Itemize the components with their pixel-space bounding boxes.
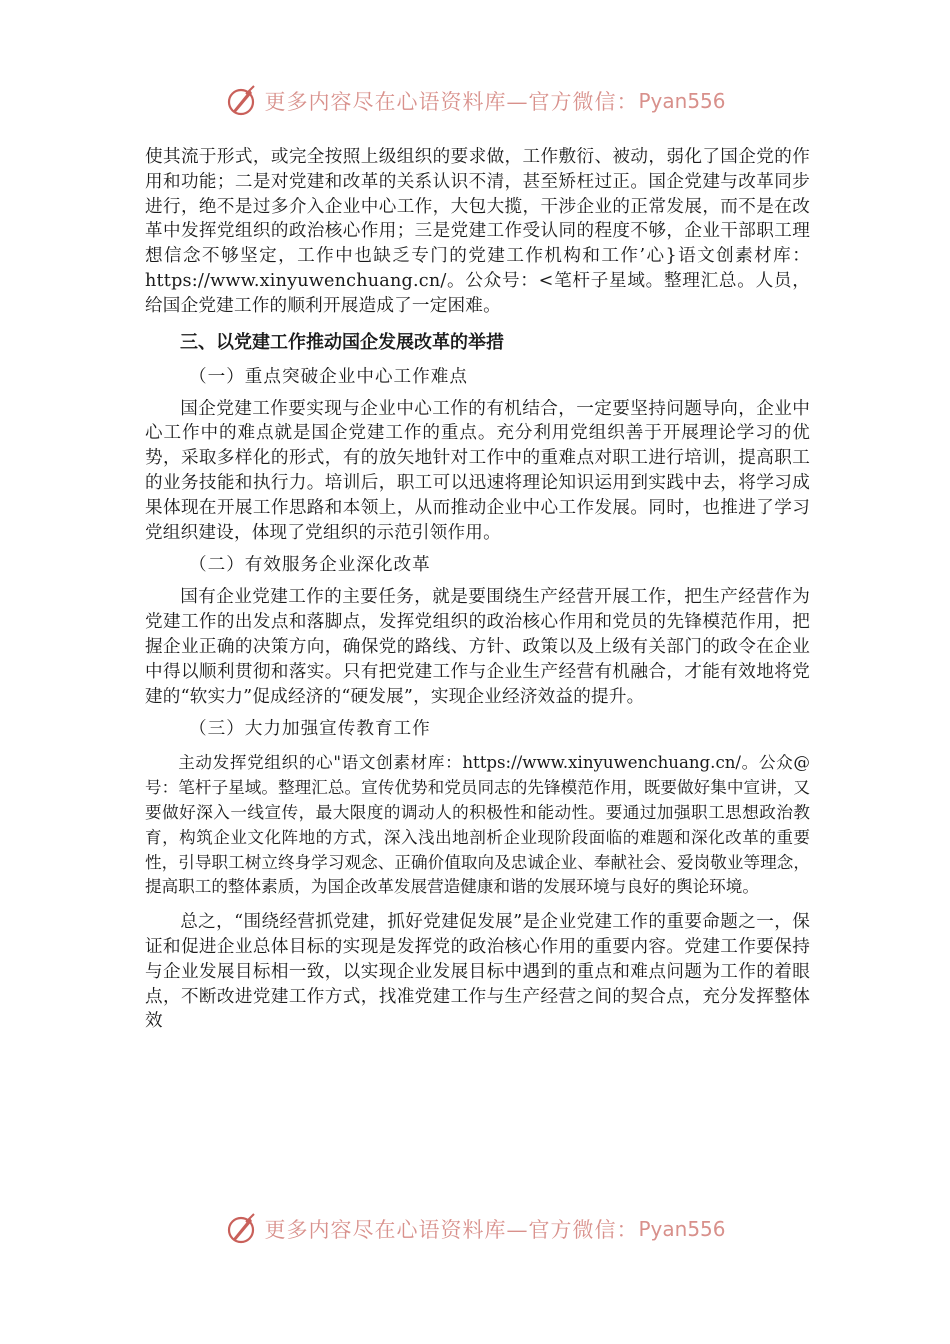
subsection-2-paragraph: 国有企业党建工作的主要任务，就是要围绕生产经营开展工作，把生产经营作为党建工作的出发点和落脚点，发挥党组织的政治核心作用和党员的先锋模范作用，把握企业正确的决策方向，确保党的路线、方针、政策以及上级有关部门的政令在企业中得以顺利贯彻和落实。只有把党建工作与企业生产经营有机融合，才能有效地将党建的“软实力”促成经济的“硬发展”，实现企业经济效益的提升。 (145, 587, 810, 707)
footer-banner-text: 更多内容尽在心语资料库—官方微信： (264, 1218, 639, 1242)
subsection-3-title: （三）大力加强宣传教育工作 (189, 719, 431, 740)
header-wechat-id: Pyan556 (638, 89, 726, 113)
footer-wechat-id: Pyan556 (638, 1217, 726, 1241)
intro-paragraph: 使其流于形式，或完全按照上级组织的要求做，工作敷衍、被动，弱化了国企党的作用和功能；二是对党建和改革的关系认识不清，甚至矫枉过正。国企党建与改革同步进行，绝不是过多介入企业中心工作，大包大揽，干涉企业的正常发展，而不是在改革中发挥党组织的政治核心作用；三是党建工作受认同的程度不够，企业干部职工理想信念不够坚定，工作中也缺乏专门的党建工作机构和工作’心}语文创素材库：https://www.xinyuwenchuang.cn/。公众号：<笔杆子星域。整理汇总。人员，给国企党建工作的顺利开展造成了一定困难。 (145, 147, 810, 316)
subsection-1-title: （一）重点突破企业中心工作难点 (189, 366, 468, 387)
quill-logo-icon (224, 1212, 258, 1246)
subsection-1-paragraph: 国企党建工作要实现与企业中心工作的有机结合，一定要坚持问题导向，企业中心工作中的难点就是国企党建工作的重点。充分利用党组织善于开展理论学习的优势，采取多样化的形式，有的放矢地针对工作中的重难点对职工进行培训，提高职工的业务技能和执行力。培训后，职工可以迅速将理论知识运用到实践中去，将学习成果体现在开展工作思路和本领上，从而推动企业中心工作发展。同时，也推进了学习党组织建设，体现了党组织的示范引领作用。 (145, 398, 810, 543)
header-banner (0, 84, 950, 118)
footer-banner (0, 1212, 950, 1246)
document-body (145, 145, 810, 1034)
header-banner-text: 更多内容尽在心语资料库—官方微信： (264, 90, 639, 114)
conclusion-paragraph: 总之，“围绕经营抓党建，抓好党建促发展”是企业党建工作的重要命题之一，保证和促进企业总体目标的实现是发挥党的政治核心作用的重要内容。党建工作要保持与企业发展目标相一致，以实现企业发展目标中遇到的重点和难点问题为工作的着眼点，不断改进党建工作方式，找准党建工作与生产经营之间的契合点，充分发挥整体效 (145, 912, 810, 1032)
subsection-2-title: （二）有效服务企业深化改革 (189, 555, 431, 576)
quill-logo-icon (224, 84, 258, 118)
section-heading: 三、以党建工作推动国企发展改革的举措 (180, 331, 504, 353)
subsection-3-paragraph: 主动发挥党组织的心"语文创素材库：https://www.xinyuwenchuang.cn/。公众@号：笔杆子星域。整理汇总。宣传优势和党员同志的先锋模范作用，既要做好集中宣讲，又要做好深入一线宣传，最大限度的调动人的积极性和能动性。要通过加强职工思想政治教育，构筑企业文化阵地的方式，深入浅出地剖析企业现阶段面临的难题和深化改革的重要性，引导职工树立终身学习观念、正确价值取向及忠诚企业、奉献社会、爱岗敬业等理念，提高职工的整体素质，为国企改革发展营造健康和谐的发展环境与良好的舆论环境。 (145, 753, 810, 897)
